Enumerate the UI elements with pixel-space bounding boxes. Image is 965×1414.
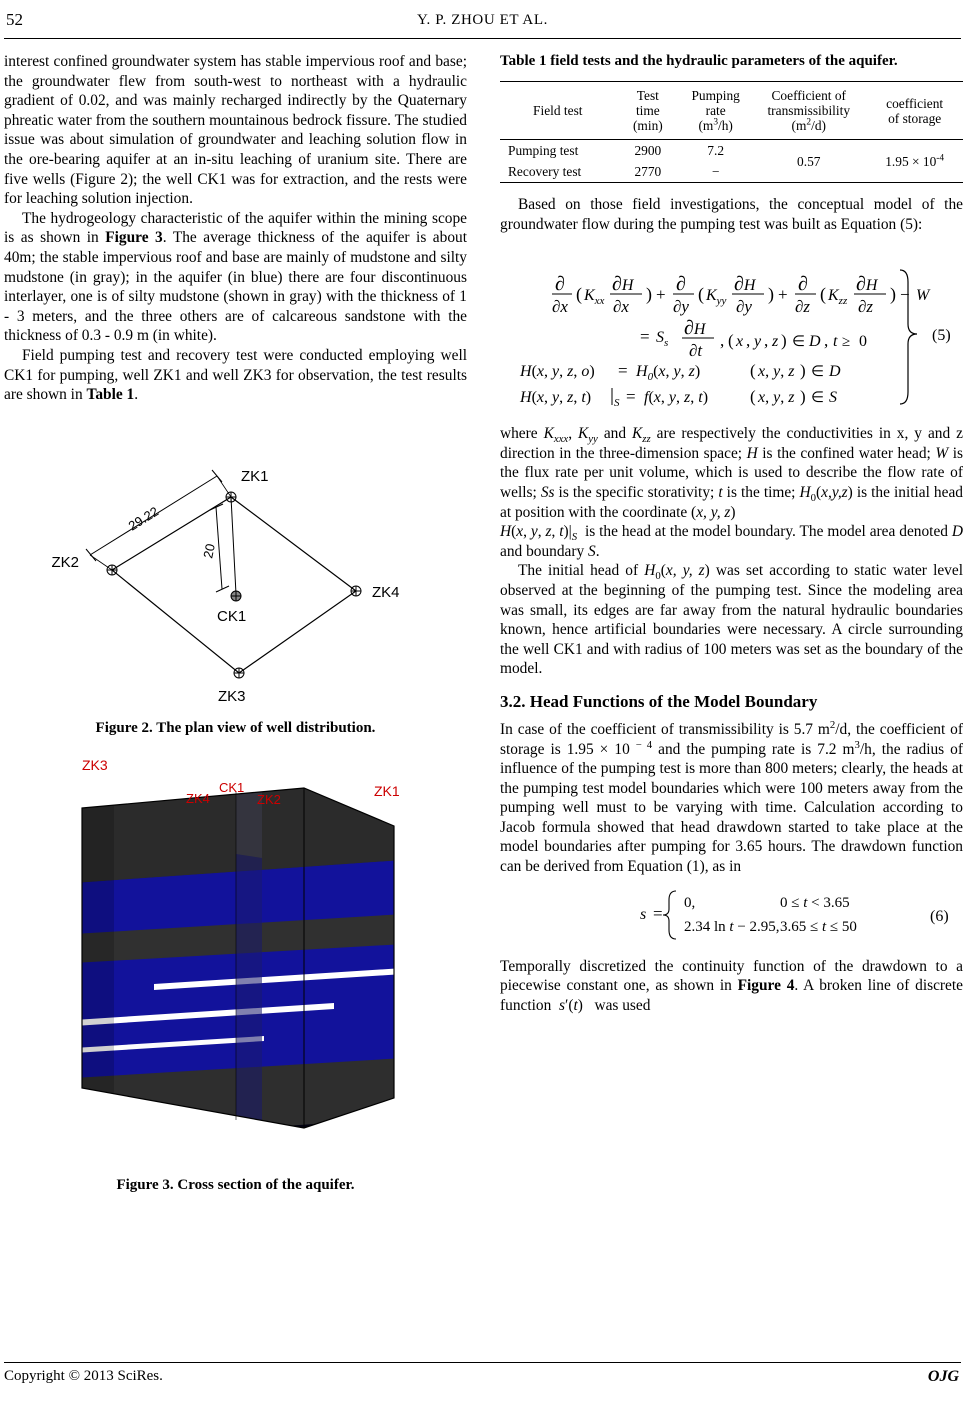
- eq6-line1-left: 0,: [684, 894, 696, 911]
- page-number: 52: [6, 10, 23, 29]
- svg-text:): ): [800, 361, 806, 381]
- svg-text:z: z: [772, 333, 779, 351]
- svg-text:Kzz: $K_{zz}$: [828, 287, 848, 308]
- svg-text:∂H: ∂H: [856, 273, 878, 296]
- svg-text:x, y, z: x, y, z: [758, 389, 795, 407]
- table-1: [500, 81, 963, 183]
- figure2-dim-short: 20: [200, 542, 218, 560]
- svg-text:+: +: [778, 285, 788, 305]
- table-row: [500, 140, 963, 162]
- svg-text:=: =: [618, 361, 628, 381]
- figure3-label-ck1: CK1: [219, 780, 245, 796]
- svg-text:x: x: [736, 333, 744, 351]
- figure2-label-zk2: ZK2: [51, 553, 79, 571]
- svg-text:f(x, y, z, t): f(x, y, z, t): [644, 389, 709, 407]
- svg-text:=: =: [653, 903, 663, 923]
- figure3-label-zk3: ZK3: [82, 757, 108, 774]
- paragraph-3: Field pumping test and recovery test were conducted employing well CK1 for pumping, well ZK1 and well ZK3 for observation, the test results are shown in Table 1.: [4, 346, 467, 404]
- header-rule: [4, 38, 961, 39]
- svg-text:∂: ∂: [798, 273, 808, 296]
- paragraph-boundary: H(x, y, z, $t)|_S$ is the head at the model boundary. The model area denoted D and boundary S.: [500, 523, 964, 560]
- footer-rule: [4, 1362, 961, 1363]
- cell-test-name: Recovery test: [508, 164, 582, 179]
- svg-text:∂H: ∂H: [684, 317, 706, 340]
- left-column: [4, 52, 467, 1196]
- th-test-time: Test time (min): [632, 88, 663, 133]
- svg-text:∂: ∂: [555, 273, 565, 296]
- svg-text:): ): [800, 387, 806, 407]
- svg-text:∂x: ∂x: [613, 297, 629, 317]
- svg-text:(: (: [750, 361, 756, 381]
- running-head: [0, 10, 965, 36]
- th-field-test: Field test: [533, 103, 583, 118]
- figure-2-svg: [4, 411, 467, 711]
- figure3-label-zk1: ZK1: [374, 783, 400, 800]
- svg-text:,: ,: [746, 331, 751, 351]
- svg-text:): ): [781, 331, 787, 351]
- th-transmissibility: Coefficient of transmissibility $(m^2/d)$: [767, 88, 851, 133]
- cell-test-name: Pumping test: [508, 143, 579, 158]
- equation-5-svg: [500, 242, 963, 412]
- svg-text:t: t: [833, 333, 838, 351]
- figure2-label-ck1: CK1: [217, 607, 247, 625]
- figure2-dim-long: 29.22: [125, 503, 162, 534]
- svg-text:D: D: [829, 363, 841, 381]
- svg-text:0: 0: [859, 333, 867, 351]
- cell-pumping-rate: −: [711, 164, 720, 179]
- svg-text:Kxx: $K_{xx}$: [584, 287, 605, 308]
- svg-text:=: =: [626, 387, 636, 407]
- figure2-label-zk1: ZK1: [241, 467, 269, 485]
- journal-abbrev: OJG: [927, 1368, 959, 1385]
- copyright-text: Copyright © 2013 SciRes.: [4, 1368, 163, 1384]
- svg-text:H(x, y, z, t): H(x, y, z, t): [520, 389, 592, 407]
- eq6-line2-left: 2.34 ln t − 2.95,: [684, 918, 780, 935]
- figure2-label-zk3: ZK3: [218, 687, 246, 705]
- equation-6-number: (6): [930, 907, 949, 925]
- th-storage: coefficient of storage: [886, 95, 944, 126]
- svg-text:∂: ∂: [676, 273, 686, 296]
- svg-text:∈: ∈: [792, 334, 806, 351]
- svg-text:): ): [768, 284, 774, 305]
- svg-text:(: (: [698, 284, 704, 305]
- figure2-label-zk4: ZK4: [372, 583, 400, 601]
- cell-pumping-rate: 7.2: [707, 143, 725, 158]
- svg-text:,: ,: [764, 331, 769, 351]
- svg-text:H(x, y, z, o): H(x, y, z, o): [520, 363, 595, 381]
- paragraph-after-table: Based on those field investigations, the conceptual model of the groundwater flow during the pumping test was built as Equation (5):: [500, 196, 963, 233]
- svg-text:∂H: ∂H: [734, 273, 756, 296]
- svg-text:): ): [890, 284, 896, 305]
- cell-test-time: 2900: [634, 143, 662, 158]
- svg-text:Kyy: $K_{yy}$: [706, 287, 727, 308]
- paragraph-last: Temporally discretized the continuity function of the drawdown to a piecewise constant one, as shown in Figure 4. A broken line of discrete function s′(t) was used: [500, 957, 963, 1014]
- figure-3-image: [4, 748, 467, 1168]
- svg-text:,: ,: [824, 331, 829, 351]
- eq6-line2-right: 3.65 ≤ t ≤ 50: [780, 918, 857, 935]
- svg-text:,: ,: [720, 331, 725, 351]
- figure3-label-zk4: ZK4: [186, 791, 210, 807]
- svg-text:(: (: [750, 387, 756, 407]
- cell-test-time: 2770: [634, 164, 662, 179]
- equation-5-number: (5): [932, 327, 951, 345]
- paragraph-1: interest confined groundwater system has stable impervious roof and base; the groundwater flew from south-west to northeast with a hydraulic gradient of 0.02, and was mainly recharged indirectly by the Quaternary phreatic water from the southern mountainous bedrock fissure. The studied issue was about simulation of groundwater and leaching solution flow in the ore-bearing aquifer at an in-situ leaching of uranium site. There are five wells (Figure 2); the well CK1 was for extraction, and the rests were for leaching solution injection.: [4, 53, 467, 208]
- figure3-label-zk2: ZK2: [257, 792, 281, 808]
- svg-text:Ss: $S_s$: [656, 329, 669, 350]
- table-header-row: [500, 82, 963, 140]
- svg-text:y: y: [754, 333, 762, 351]
- equation-5: [500, 242, 963, 414]
- svg-text:≥: ≥: [842, 334, 851, 351]
- svg-text:∂z: ∂z: [858, 297, 874, 317]
- th-pumping-rate: Pumping rate $(m^3/h)$: [691, 88, 740, 133]
- svg-text:∂t: ∂t: [689, 341, 703, 361]
- svg-text:s: s: [640, 905, 647, 923]
- svg-text:S: S: [614, 397, 620, 410]
- svg-text:H0(x, y, z): $H_0(x$, y, z): [636, 363, 701, 384]
- svg-text:∈: ∈: [811, 390, 825, 407]
- svg-text:∈: ∈: [811, 364, 825, 381]
- figure-2-caption: Figure 2. The plan view of well distribution.: [95, 719, 376, 736]
- figure-3-caption: Figure 3. Cross section of the aquifer.: [116, 1177, 355, 1194]
- footer: [0, 1368, 965, 1396]
- equation-6-svg: [500, 885, 963, 945]
- svg-text:∂H: ∂H: [612, 273, 634, 296]
- svg-text:∂y: ∂y: [736, 297, 752, 317]
- paragraph-initial-head: The initial head of $H_0(x$, y, z) was set according to static water level observed at the beginning of the pumping test. Since the modeling area was small, its edges are far away from the natural hydraulic boundaries known, hence artificial boundaries were necessary. A circle surrounding the well CK1 and with radius of 100 meters was set as the boundary of the model.: [500, 562, 963, 678]
- figure-3-svg: [4, 748, 467, 1168]
- svg-text:(: (: [820, 284, 826, 305]
- cell-transmissibility: 0.57: [797, 153, 821, 169]
- svg-text:): ): [646, 284, 652, 305]
- svg-text:(: (: [728, 331, 734, 351]
- svg-text:∂y: ∂y: [673, 297, 689, 317]
- svg-text:W: W: [916, 287, 930, 305]
- svg-text:∂z: ∂z: [795, 297, 811, 317]
- svg-text:=: =: [640, 327, 650, 347]
- svg-text:+: +: [656, 285, 666, 305]
- svg-text:−: −: [900, 285, 910, 305]
- svg-text:(: (: [576, 284, 582, 305]
- svg-text:S: S: [829, 389, 837, 407]
- equation-6: [500, 885, 963, 947]
- cell-storage: $1.95 \times 10^{-4}$: [885, 153, 945, 169]
- figure-2-image: [4, 411, 467, 711]
- section-heading-3-2: 3.2. Head Functions of the Model Boundary: [500, 691, 818, 711]
- table-1-caption: Table 1 field tests and the hydraulic parameters of the aquifer.: [500, 53, 898, 69]
- svg-text:∂x: ∂x: [552, 297, 568, 317]
- eq6-line1-right: 0 ≤ t < 3.65: [780, 894, 850, 911]
- paragraph-2: The hydrogeology characteristic of the aquifer within the mining scope is as shown in Figure 3. The average thickness of the aquifer is about 40m; the stable impervious roof and base are mainly of mudstone and silty mudstone (in gray); in the aquifer (in blue) there are four discontinuous interlayer, one is of silty mudstone (shown in gray) with the thickness of 1 - 3 meters, and the three others are of calcareous sandstone with the thickness of 0.3 - 0.9 m (in white).: [4, 209, 468, 345]
- paragraph-section-3-2: In case of the coefficient of transmissibility is 5.7 $m^2/d$, the coefficient of storage is 1.95 × 10 $^{- 4}$ and the pumping rate is 7.2 $m^3/h$, the radius of influence of the pumping test is more than 800 meters; clearly, the heads at the pumping test model boundaries which were 100 meters away from the pumping well must to be varying with time. Calculation according to Jacob formula showed that head drawdown started to take place at the model boundaries after pumping for 3.65 hours. The drawdown function can be derived from Equation (1), as in: [500, 718, 963, 876]
- svg-text:D: D: [809, 333, 821, 351]
- svg-text:x, y, z: x, y, z: [758, 363, 795, 381]
- paragraph-where: where $K_{xxx}$, $K_{yy}$ and $K_{zz}$ are respectively the conductivities in x, y and z direction in the three-dimension space; H is the confined water head; W is the flux rate per unit volume, which is used to describe the flow rate of wells; Ss is the specific storativity; t is the time; $H_0(x,y,z)$ is the initial head at position with the coordinate (x, y, z): [500, 425, 963, 521]
- right-column: [500, 52, 963, 1015]
- running-title: Y. P. ZHOU ET AL.: [417, 12, 548, 28]
